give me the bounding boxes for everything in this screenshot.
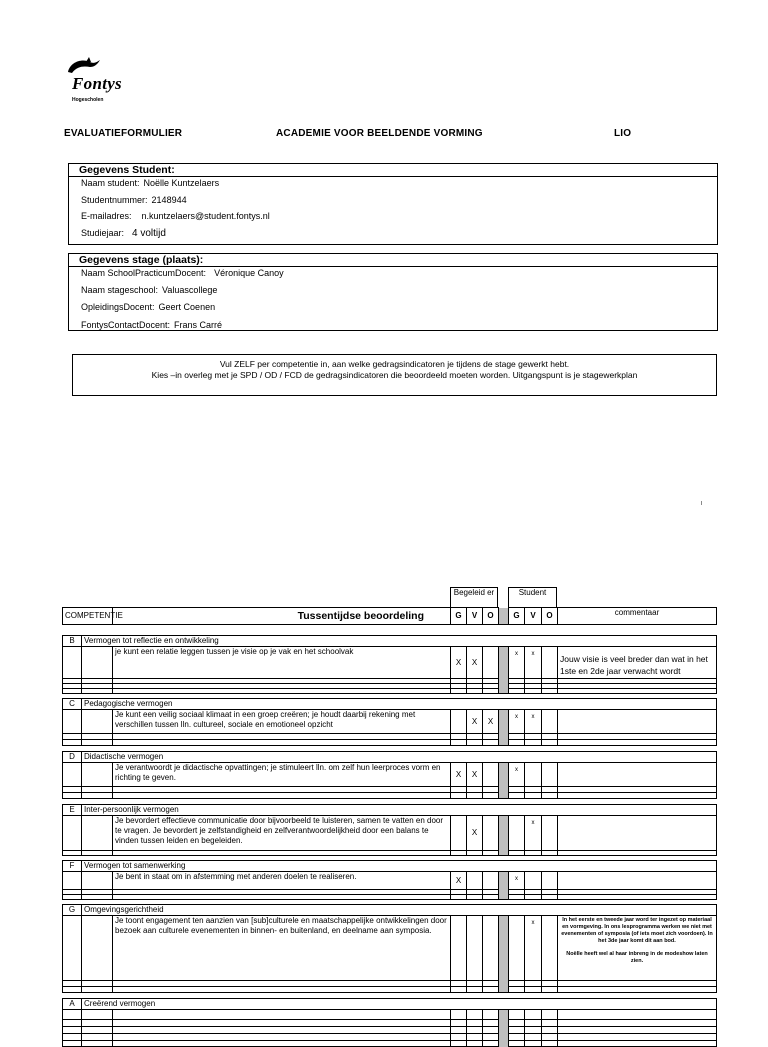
empty-cell xyxy=(82,1041,113,1047)
empty-cell xyxy=(63,647,82,679)
instruction-line-2: Kies –in overleg met je SPD / OD / FCD de gedragsindicatoren die beoordeeld moeten worden. Uitgangspunt is je stagewerkplan xyxy=(151,370,638,380)
begeleider-mark-o xyxy=(483,647,499,679)
empty-cell xyxy=(63,1010,82,1020)
empty-cell xyxy=(542,1020,558,1027)
header-s-v: V xyxy=(525,608,542,625)
empty-cell xyxy=(509,1027,525,1034)
competence-letter: A xyxy=(63,999,82,1010)
empty-cell xyxy=(82,872,113,890)
competence-name: Omgevingsgerichtheid xyxy=(82,905,717,916)
empty-cell xyxy=(82,1034,113,1041)
student-mark-v xyxy=(525,1010,542,1020)
stage-box-title: Gegevens stage (plaats): xyxy=(69,254,717,267)
empty-cell xyxy=(82,647,113,679)
indicator-row xyxy=(63,872,717,890)
student-mark-v: x xyxy=(525,710,542,734)
comment-text: In het eerste en tweede jaar word ter ingezet op materiaal en vormgeving. In ons lesprogramma werken we niet met evenementen of symposia (of iets moet zich voordoen). In het 3de jaar komt dit aan bod. xyxy=(561,917,713,944)
competence-group-row xyxy=(63,805,717,816)
student-mark-g xyxy=(509,1010,525,1020)
student-mark-v xyxy=(525,763,542,787)
empty-row xyxy=(63,1041,717,1047)
separator-cell xyxy=(499,647,509,679)
begeleider-mark-o xyxy=(483,816,499,851)
empty-cell xyxy=(451,1027,467,1034)
empty-cell xyxy=(509,1020,525,1027)
empty-cell xyxy=(63,1034,82,1041)
competence-group-row xyxy=(63,861,717,872)
empty-cell xyxy=(63,710,82,734)
empty-cell xyxy=(82,916,113,981)
empty-cell xyxy=(63,916,82,981)
begeleider-mark-g: X xyxy=(451,647,467,679)
begeleider-mark-v: X xyxy=(467,763,483,787)
form-title: EVALUATIEFORMULIER xyxy=(64,128,183,139)
separator-cell xyxy=(499,710,509,734)
empty-cell xyxy=(525,1041,542,1047)
program-code: LIO xyxy=(614,128,632,139)
competence-group-row xyxy=(63,999,717,1010)
comment-text-2: Noëlle heeft wel al haar inbreng in de modeshow laten zien. xyxy=(566,951,708,964)
begeleider-group-header: Begeleid er xyxy=(450,587,498,607)
indicator-row xyxy=(63,1010,717,1020)
header-b-o: O xyxy=(483,608,499,625)
empty-cell xyxy=(63,763,82,787)
separator-cell xyxy=(499,1041,509,1047)
student-mark-o xyxy=(542,816,558,851)
header-b-v: V xyxy=(467,608,483,625)
competence-letter: C xyxy=(63,699,82,710)
competence-letter: E xyxy=(63,805,82,816)
competence-group-row xyxy=(63,636,717,647)
academy-title: ACADEMIE VOOR BEELDENDE VORMING xyxy=(276,128,483,139)
empty-cell xyxy=(113,1034,451,1041)
empty-cell xyxy=(82,710,113,734)
instruction-line-1: Vul ZELF per competentie in, aan welke gedragsindicatoren je tijdens de stage gewerkt hebt. xyxy=(219,359,570,369)
student-mark-g: x xyxy=(509,872,525,890)
empty-cell xyxy=(509,1034,525,1041)
empty-row xyxy=(63,1034,717,1041)
student-mark-v: x xyxy=(525,816,542,851)
empty-cell xyxy=(82,763,113,787)
student-group-header: Student xyxy=(508,587,557,607)
empty-cell xyxy=(509,1041,525,1047)
empty-cell xyxy=(542,1027,558,1034)
separator-cell xyxy=(499,1020,509,1027)
competence-name: Vermogen tot reflectie en ontwikkeling xyxy=(82,636,717,647)
comment-cell xyxy=(558,816,717,851)
competence-name: Creërend vermogen xyxy=(82,999,717,1010)
empty-cell xyxy=(63,1020,82,1027)
comment-cell xyxy=(558,916,717,981)
begeleider-mark-o: X xyxy=(483,710,499,734)
student-mark-g xyxy=(509,916,525,981)
empty-cell xyxy=(483,1041,499,1047)
comment-cell xyxy=(558,710,717,734)
empty-cell xyxy=(542,1034,558,1041)
begeleider-mark-g xyxy=(451,816,467,851)
empty-cell xyxy=(467,1034,483,1041)
logo-text: Fontys xyxy=(72,74,122,93)
competence-name: Vermogen tot samenwerking xyxy=(82,861,717,872)
empty-cell xyxy=(113,1041,451,1047)
indicator-text: Je bent in staat om in afstemming met anderen doelen te realiseren. xyxy=(113,872,451,890)
begeleider-mark-o xyxy=(483,916,499,981)
empty-cell xyxy=(558,1034,717,1041)
indicator-row xyxy=(63,647,717,679)
separator-cell xyxy=(499,763,509,787)
empty-cell xyxy=(82,816,113,851)
begeleider-mark-v: X xyxy=(467,710,483,734)
empty-cell xyxy=(451,1041,467,1047)
stage-school-field: Naam stageschool: Valuascollege xyxy=(81,285,218,295)
begeleider-mark-o xyxy=(483,872,499,890)
empty-cell xyxy=(63,816,82,851)
empty-cell xyxy=(113,1027,451,1034)
student-mark-g: x xyxy=(509,763,525,787)
begeleider-mark-g: X xyxy=(451,763,467,787)
student-mark-v: x xyxy=(525,647,542,679)
competence-letter: D xyxy=(63,752,82,763)
table-header-row xyxy=(63,608,717,625)
begeleider-mark-o xyxy=(483,1010,499,1020)
student-mark-g: x xyxy=(509,647,525,679)
indicator-text xyxy=(113,1010,451,1020)
competence-name: Didactische vermogen xyxy=(82,752,717,763)
header-s-o: O xyxy=(542,608,558,625)
comment-cell: Jouw visie is veel breder dan wat in het 1ste en 2de jaar verwacht wordt xyxy=(558,647,717,679)
separator-cell xyxy=(499,1010,509,1020)
indicator-text: Je bevordert effectieve communicatie door bijvoorbeeld te luisteren, samen te vatten en door te vragen. Je bevordert je zelfstandigheid en zelfverantwoordelijkheid door een balans te vinden tussen leiden en begeleiden. xyxy=(113,816,451,851)
student-mark-v: x xyxy=(525,916,542,981)
logo-subtext: Hogescholen xyxy=(72,97,104,103)
empty-cell xyxy=(525,1027,542,1034)
empty-cell xyxy=(558,1027,717,1034)
header-s-g: G xyxy=(509,608,525,625)
competence-group-row xyxy=(63,699,717,710)
separator-cell xyxy=(499,1027,509,1034)
empty-cell xyxy=(558,1041,717,1047)
student-number-field: Studentnummer: 2148944 xyxy=(81,195,187,205)
fcd-field: FontysContactDocent: Frans Carré xyxy=(81,320,223,330)
indicator-row xyxy=(63,816,717,851)
header-commentaar: commentaar xyxy=(558,608,717,625)
competence-letter: F xyxy=(63,861,82,872)
student-mark-o xyxy=(542,647,558,679)
begeleider-mark-g: X xyxy=(451,872,467,890)
empty-cell xyxy=(451,1034,467,1041)
empty-cell xyxy=(483,1034,499,1041)
student-mark-o xyxy=(542,763,558,787)
separator-cell xyxy=(499,1034,509,1041)
student-name-field: Naam student: Noëlle Kuntzelaers xyxy=(81,178,220,188)
begeleider-mark-g xyxy=(451,916,467,981)
student-email-field: E-mailadres: n.kuntzelaers@student.fontys.nl xyxy=(81,211,270,221)
student-info-box xyxy=(68,163,718,245)
indicator-row xyxy=(63,763,717,787)
separator-cell xyxy=(499,816,509,851)
student-box-title: Gegevens Student: xyxy=(69,164,717,177)
empty-cell xyxy=(525,1034,542,1041)
student-mark-o xyxy=(542,710,558,734)
header-competentie: COMPETENTIE xyxy=(63,608,113,625)
competence-letter: G xyxy=(63,905,82,916)
evaluation-table xyxy=(62,607,717,1047)
empty-cell xyxy=(483,1027,499,1034)
competence-group-row xyxy=(63,752,717,763)
begeleider-mark-v xyxy=(467,872,483,890)
student-mark-o xyxy=(542,916,558,981)
student-mark-g: x xyxy=(509,710,525,734)
student-mark-v xyxy=(525,872,542,890)
empty-cell xyxy=(483,1020,499,1027)
competence-letter: B xyxy=(63,636,82,647)
spacer-cell xyxy=(63,625,717,636)
indicator-text: Je kunt een veilig sociaal klimaat in een groep creëren; je houdt daarbij rekening met verschillen tussen lln. cultureel, sociale en emotioneel opzicht xyxy=(113,710,451,734)
empty-cell xyxy=(451,1020,467,1027)
empty-cell xyxy=(558,1020,717,1027)
begeleider-mark-v: X xyxy=(467,816,483,851)
begeleider-mark-g xyxy=(451,1010,467,1020)
empty-cell xyxy=(63,1027,82,1034)
competence-group-row xyxy=(63,905,717,916)
empty-cell xyxy=(542,1041,558,1047)
instruction-box xyxy=(72,354,717,396)
empty-cell xyxy=(467,1041,483,1047)
header-b-g: G xyxy=(451,608,467,625)
competence-name: Pedagogische vermogen xyxy=(82,699,717,710)
separator-cell xyxy=(499,916,509,981)
page-mark: I xyxy=(701,501,703,507)
competence-name: Inter-persoonlijk vermogen xyxy=(82,805,717,816)
empty-cell xyxy=(525,1020,542,1027)
indicator-row xyxy=(63,916,717,981)
empty-cell xyxy=(467,1027,483,1034)
begeleider-mark-v: X xyxy=(467,647,483,679)
comment-cell xyxy=(558,1010,717,1020)
indicator-text: Je toont engagement ten aanzien van [sub]culturele en maatschappelijke ontwikkelingen door bezoek aan culturele evenementen in binnen- en buitenland, en deelname aan symposia. xyxy=(113,916,451,981)
empty-cell xyxy=(82,1027,113,1034)
empty-cell xyxy=(113,1020,451,1027)
student-mark-o xyxy=(542,1010,558,1020)
od-field: OpleidingsDocent: Geert Coenen xyxy=(81,302,216,312)
comment-cell xyxy=(558,872,717,890)
spd-field: Naam SchoolPracticumDocent: Véronique Canoy xyxy=(81,268,284,278)
stage-info-box xyxy=(68,253,718,331)
indicator-text: je kunt een relatie leggen tussen je visie op je vak en het schoolvak xyxy=(113,647,451,679)
spacer-row xyxy=(63,625,717,636)
student-mark-o xyxy=(542,872,558,890)
begeleider-mark-v xyxy=(467,1010,483,1020)
separator-cell xyxy=(499,608,509,625)
separator-cell xyxy=(499,872,509,890)
header-title: Tussentijdse beoordeling xyxy=(113,608,451,625)
empty-cell xyxy=(63,872,82,890)
empty-cell xyxy=(63,1041,82,1047)
student-year-field: Studiejaar: 4 voltijd xyxy=(81,228,166,239)
comment-cell xyxy=(558,763,717,787)
empty-cell xyxy=(82,1010,113,1020)
empty-row xyxy=(63,1027,717,1034)
empty-row xyxy=(63,1020,717,1027)
indicator-text: Je verantwoordt je didactische opvattingen; je stimuleert lln. om zelf hun leerproces vorm en richting te geven. xyxy=(113,763,451,787)
student-mark-g xyxy=(509,816,525,851)
begeleider-mark-v xyxy=(467,916,483,981)
fontys-logo xyxy=(64,56,154,106)
empty-cell xyxy=(467,1020,483,1027)
begeleider-mark-g xyxy=(451,710,467,734)
empty-cell xyxy=(82,1020,113,1027)
begeleider-mark-o xyxy=(483,763,499,787)
indicator-row xyxy=(63,710,717,734)
